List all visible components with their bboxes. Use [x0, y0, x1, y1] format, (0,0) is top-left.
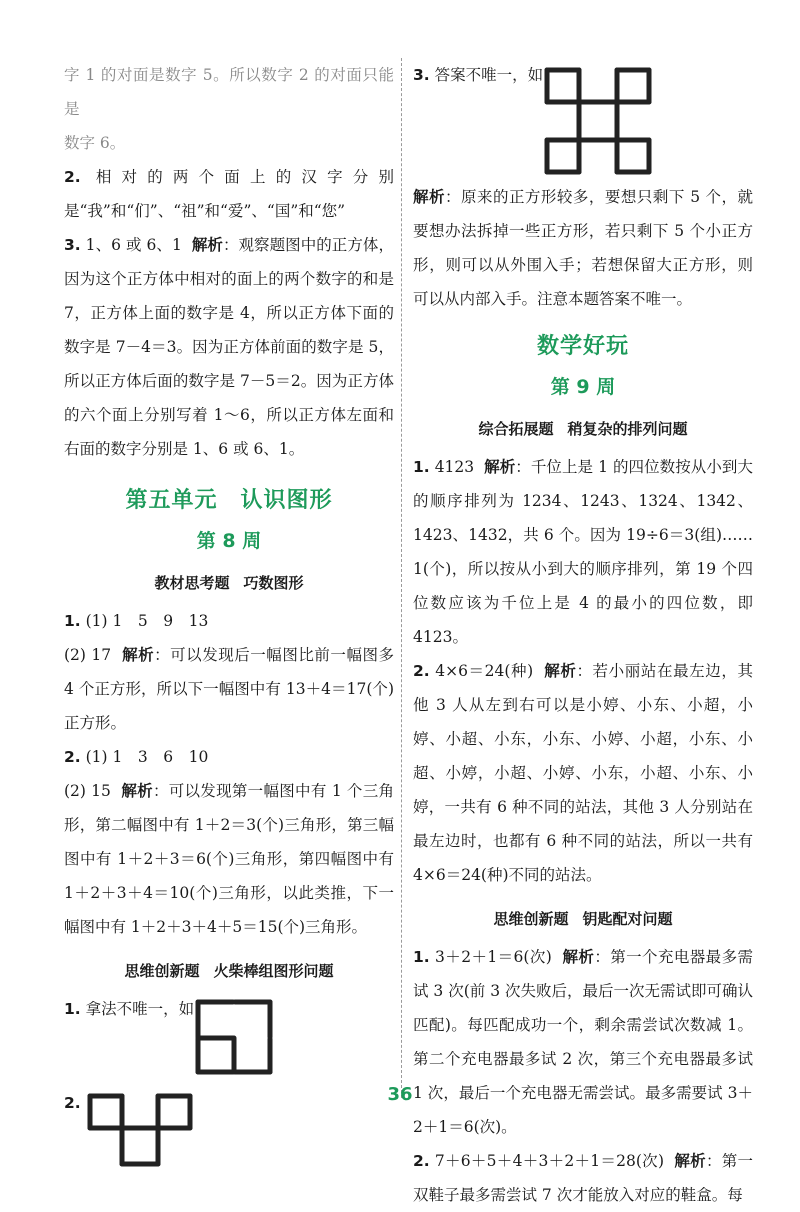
answer-number: 2. [64, 1094, 81, 1112]
answer-2-2 [64, 774, 394, 944]
answer-3 [64, 228, 394, 466]
answer-r2 [413, 654, 753, 892]
analysis-label: 解析 [484, 458, 516, 476]
left-column [64, 58, 394, 1170]
section-title-part: 钥匙配对问题 [582, 910, 673, 928]
unit-title: 第五单元 认识图形 [125, 488, 333, 513]
answer-k2 [413, 1144, 753, 1212]
answer-3-analysis [413, 180, 753, 316]
section-title-part: 教材思考题 [154, 574, 230, 592]
answer-text: 相对的两个面上的汉字分别是“我”和“们”、“祖”和“爱”、“国”和“您” [64, 168, 394, 220]
week-title: 第 8 周 [196, 530, 262, 552]
answer-value: 1、6 或 6、1 [85, 236, 182, 254]
analysis-text: ：第一个充电器最多需试 3 次(前 3 次失败后，最后一次无需试即可确认匹配)。每匹配成功一个，剩余需尝试次数减 1。第二个充电器最多试 2 次，第三个充电器最多试 1 次，最后一个充电器无需尝试。最多需要试 3＋2＋1＝6(次)。 [413, 948, 753, 1136]
intro-line-1: 字 1 的对面是数字 5。所以数字 2 的对面只能是 [64, 66, 394, 118]
analysis-text: ：观察题图中的正方体，因为这个正方体中相对的面上的两个数字的和是 7，正方体上面的数字是 4，所以正方体下面的数字是 7－4＝3。因为正方体前面的数字是 5，所以正方体后面的数字是 7－5＝2。因为正方体的六个面上分别写着 1～6，所以正方体左面和右面的数字分别是 1、6 或 6、1。 [64, 236, 394, 458]
analysis-label: 解析 [191, 236, 223, 254]
answer-2 [64, 160, 394, 228]
analysis-text: ：第一双鞋子最多需尝试 7 次才能放入对应的鞋盒。每 [413, 1152, 753, 1204]
answer-value: (2) 15 [64, 782, 111, 800]
answer-number: 2. [413, 1152, 430, 1170]
section-heading: 数学好玩 [536, 334, 629, 359]
analysis-label: 解析 [674, 1152, 706, 1170]
analysis-text: ：原来的正方形较多，要想只剩下 5 个，就要想办法拆掉一些正方形，若只剩下 5 个小正方形，则可以从外围入手；若想保留大正方形，则可以从内部入手。注意本题答案不唯一。 [413, 188, 753, 308]
intro-line-2: 数字 6。 [64, 134, 126, 152]
analysis-label: 解析 [544, 662, 577, 680]
matchstick-answer-3 [413, 58, 753, 176]
answer-value: 4×6＝24(种) [435, 662, 534, 680]
section-title [413, 902, 753, 936]
answer-number: 2. [64, 168, 81, 186]
answer-number: 1. [64, 612, 81, 630]
analysis-label: 解析 [122, 646, 155, 664]
section-title [413, 412, 753, 446]
answer-value: 3＋2＋1＝6(次) [435, 948, 552, 966]
answer-k1 [413, 940, 753, 1144]
answer-number: 1. [413, 948, 430, 966]
page-number: 36 [387, 1084, 413, 1105]
answer-number: 1. [413, 458, 430, 476]
answer-text: (1) 1 5 9 13 [85, 612, 209, 630]
analysis-text: ：千位上是 1 的四位数按从小到大的顺序排列为 1234、1243、1324、1342、1423、1432，共 6 个。因为 19÷6＝3(组)……1(个)，所以按从小到大的顺序排列，第 19 个四位数应该为千位上是 4 的最小的四位数，即 4123。 [413, 458, 753, 646]
answer-r1 [413, 450, 753, 654]
analysis-text: ：若小丽站在最左边，其他 3 人从左到右可以是小婷、小东、小超，小婷、小超、小东，小东、小婷、小超，小东、小超、小婷，小超、小婷、小东，小超、小东、小婷，一共有 6 种不同的站法，其他 3 人分别站在最左边时，也都有 6 种不同的站法，所以一共有 4×6＝24(种)不同的站法。 [413, 662, 753, 884]
analysis-text: ：可以发现后一幅图比前一幅图多 4 个正方形，所以下一幅图中有 13＋4＝17(个)正方形。 [64, 646, 394, 732]
answer-value: 4123 [434, 458, 475, 476]
column-divider [401, 58, 402, 1098]
section-title-part: 稍复杂的排列问题 [567, 420, 688, 438]
answer-number: 3. [64, 236, 81, 254]
section-title [64, 566, 394, 600]
section-title-part: 思维创新题 [493, 910, 569, 928]
matchstick-figure-3 [543, 66, 653, 176]
answer-1-2 [64, 638, 394, 740]
section-title [64, 954, 394, 988]
matchstick-answer-1 [64, 992, 394, 1076]
answer-text: 拿法不唯一，如 [85, 1000, 195, 1018]
analysis-label: 解析 [562, 948, 595, 966]
answer-1-1 [64, 604, 394, 638]
answer-number: 1. [64, 1000, 81, 1018]
section-title-part: 思维创新题 [124, 962, 200, 980]
analysis-label: 解析 [121, 782, 153, 800]
right-column [413, 58, 753, 1212]
answer-value: (2) 17 [64, 646, 112, 664]
answer-number: 2. [413, 662, 430, 680]
section-title-part: 火柴棒组图形问题 [213, 962, 334, 980]
answer-2-1 [64, 740, 394, 774]
answer-value: 7＋6＋5＋4＋3＋2＋1＝28(次) [434, 1152, 665, 1170]
answer-number: 3. [413, 66, 430, 84]
answer-text: 答案不唯一，如 [434, 66, 544, 84]
analysis-text: ：可以发现第一幅图中有 1 个三角形，第二幅图中有 1＋2＝3(个)三角形，第三幅图中有 1＋2＋3＝6(个)三角形，第四幅图中有 1＋2＋3＋4＝10(个)三角形，以此类推，下一幅图中有 1＋2＋3＋4＋5＝15(个)三角形。 [64, 782, 395, 936]
answer-number: 2. [64, 748, 81, 766]
answer-text: (1) 1 3 6 10 [85, 748, 209, 766]
section-title-part: 巧数图形 [243, 574, 304, 592]
analysis-label: 解析 [413, 188, 445, 206]
section-title-part: 综合拓展题 [478, 420, 554, 438]
matchstick-figure-1 [194, 998, 274, 1076]
week-title: 第 9 周 [550, 376, 616, 398]
